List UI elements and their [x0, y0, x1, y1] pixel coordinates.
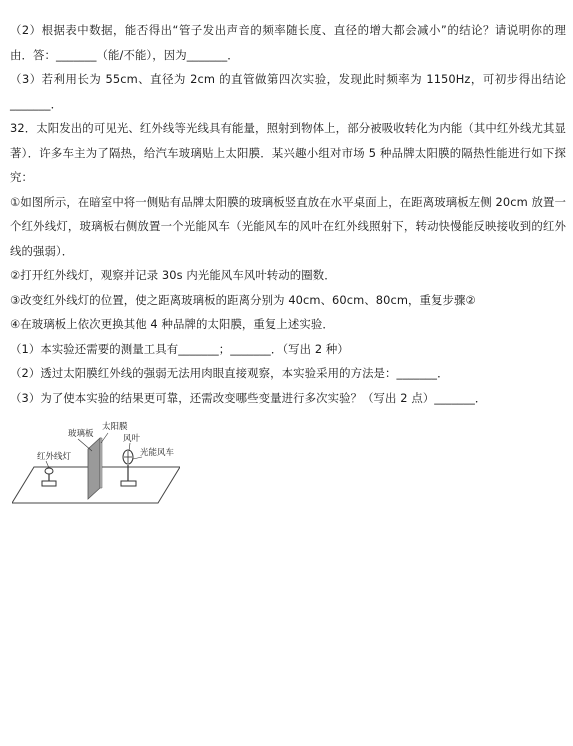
label-blade: 风叶 — [123, 434, 141, 444]
label-ir-lamp: 红外线灯 — [37, 452, 72, 462]
procedure-step-2: ②打开红外线灯，观察并记录 30s 内光能风车风叶转动的圈数． — [10, 268, 336, 282]
label-glass-plate: 玻璃板 — [68, 429, 94, 439]
question-32-part-1: （1）本实验还需要的测量工具有_______；_______．（写出 2 种） — [10, 341, 349, 356]
question-31-part-3: （3）若利用长为 55cm、直径为 2cm 的直管做第四次实验，发现此时频率为 1150Hz，可初步得出结论_______． — [10, 72, 566, 111]
sun-film — [100, 438, 102, 488]
experiment-figure — [12, 421, 180, 507]
label-sun-film: 太阳膜 — [102, 422, 128, 432]
procedure-step-3: ③改变红外线灯的位置，使之距离玻璃板的距离分别为 40cm、60cm、80cm，重复步骤② — [10, 292, 476, 307]
question-32-part-3: （3）为了使本实验的结果更可靠，还需改变哪些变量进行多次实验？（写出 2 点）_______． — [10, 390, 487, 405]
procedure-step-1: ①如图所示，在暗室中将一侧贴有品牌太阳膜的玻璃板竖直放在水平桌面上，在距离玻璃板左侧 20cm 放置一个红外线灯，玻璃板右侧放置一个光能风车（光能风车的风叶在红外线照射下，转动快慢能反映接收到的红外线的强弱）． — [10, 194, 566, 258]
label-light-windmill: 光能风车 — [140, 448, 175, 458]
question-32-part-2: （2）透过太阳膜红外线的强弱无法用肉眼直接观察，本实验采用的方法是：_______． — [10, 366, 449, 380]
procedure-step-4: ④在玻璃板上依次更换其他 4 种品牌的太阳膜，重复上述实验． — [10, 317, 334, 331]
glass-plate — [88, 438, 100, 499]
experiment-diagram — [12, 421, 180, 507]
question-31-part-2: （2）根据表中数据，能否得出“管子发出声音的频率随长度、直径的增大都会减小”的结论？请说明你的理由．答：_______（能/不能），因为_______． — [10, 23, 566, 62]
document-body — [10, 18, 566, 410]
question-32-intro: 32．太阳发出的可见光、红外线等光线具有能量，照射到物体上，部分被吸收转化为内能（其中红外线尤其显著）．许多车主为了隔热，给汽车玻璃贴上太阳膜．某兴趣小组对市场 5 种品牌太阳膜的隔热性能进行如下探究： — [10, 121, 566, 184]
